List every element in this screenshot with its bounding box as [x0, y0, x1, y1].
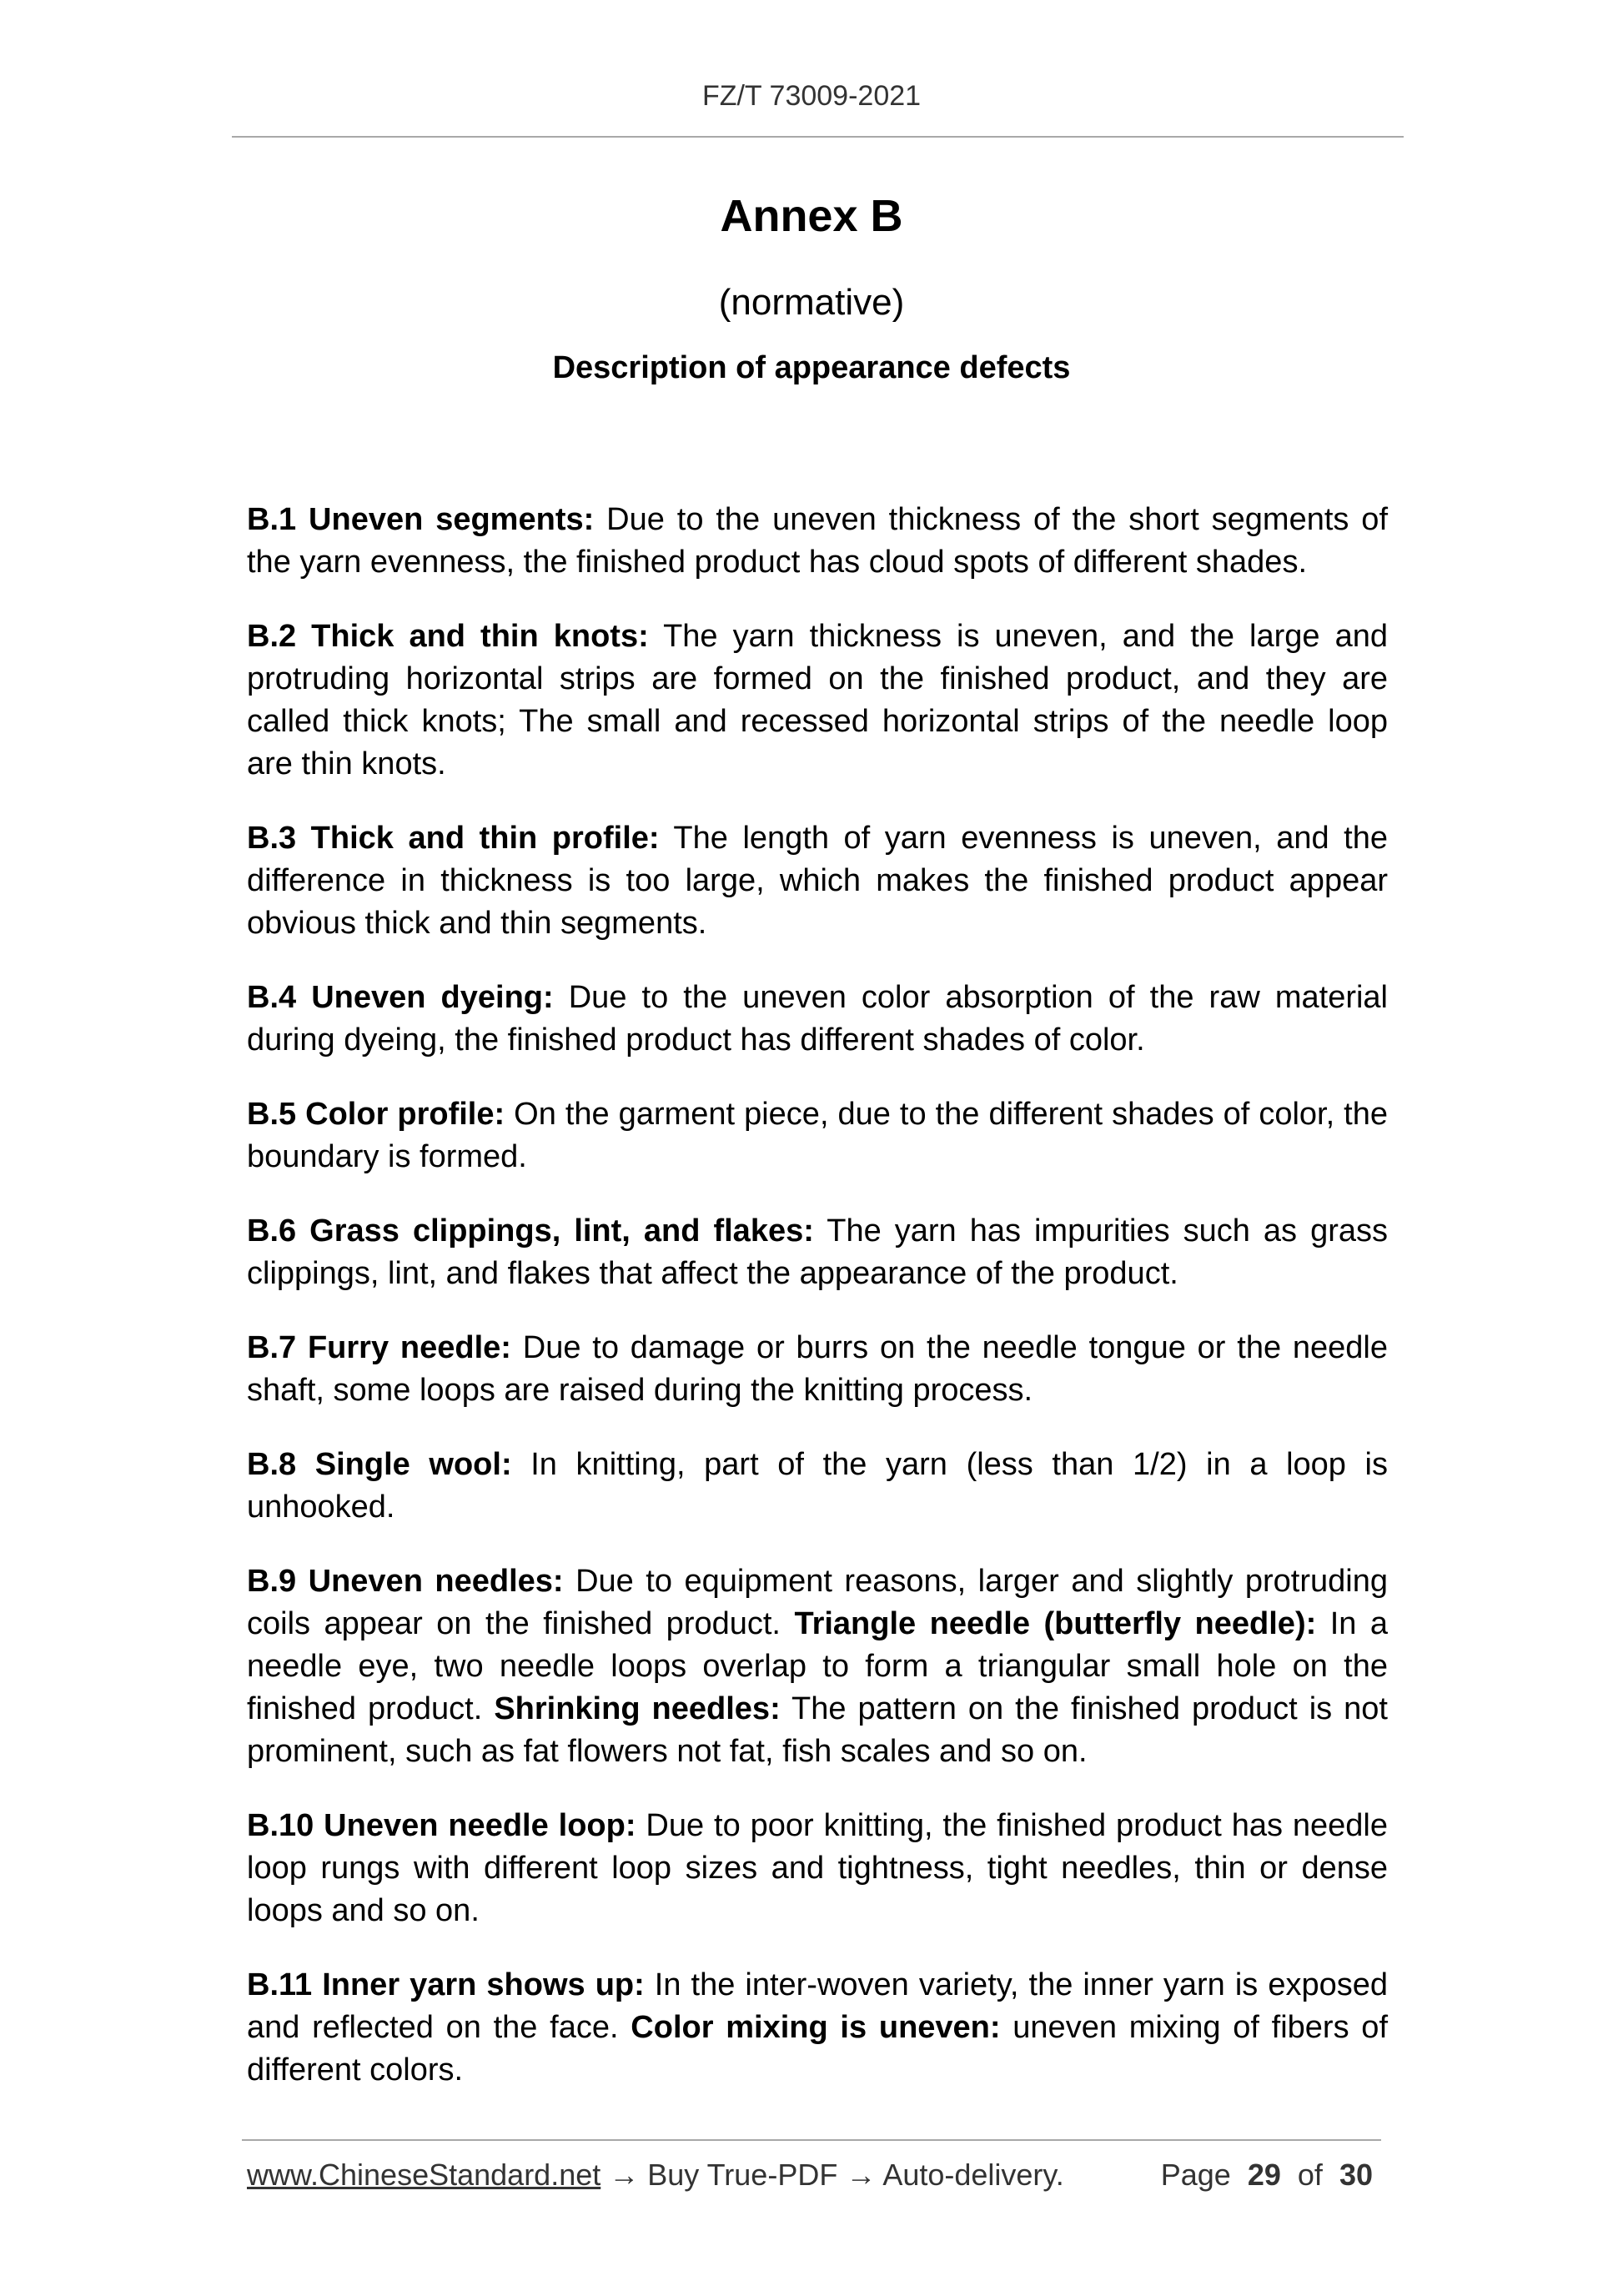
defect-paragraph [247, 1444, 1388, 1529]
annex-subtitle: Description of appearance defects [552, 350, 1071, 385]
defect-term: B.8 Single wool: [247, 1447, 512, 1482]
defect-term: B.10 Uneven needle loop: [247, 1808, 636, 1843]
defect-paragraph [247, 1964, 1388, 2092]
defect-term: B.6 Grass clippings, lint, and flakes: [247, 1213, 814, 1248]
page-label: Page [1160, 2158, 1231, 2192]
footer-divider [242, 2139, 1381, 2141]
defect-term: Shrinking needles: [494, 1691, 781, 1726]
page-total: 30 [1339, 2158, 1373, 2192]
defect-description: Due to poor knitting, the finished product has needle loop rungs with different loop sizes and tightness, tight needles, thin or dense loops and so on. [247, 1808, 1388, 1928]
header-divider [232, 136, 1404, 138]
defect-description: Due to the uneven color absorption of the raw material during dyeing, the finished product has different shades of color. [247, 980, 1388, 1058]
defect-term: B.2 Thick and thin knots: [247, 619, 649, 654]
document-code: FZ/T 73009-2021 [701, 80, 922, 112]
annex-type: (normative) [718, 282, 905, 323]
page-number [1161, 2158, 1373, 2193]
defect-description: Due to damage or burrs on the needle tongue or the needle shaft, some loops are raised during the knitting process. [247, 1330, 1389, 1408]
defect-description: The pattern on the finished product is not prominent, such as fat flowers not fat, fish scales and so on. [247, 1691, 1388, 1769]
defect-description: The yarn thickness is uneven, and the large and protruding horizontal strips are formed on the finished product, and they are called thick knots; The small and recessed horizontal strips of the needle loop are thin knots. [247, 619, 1388, 781]
defect-term: B.4 Uneven dyeing: [247, 980, 554, 1015]
defect-description: On the garment piece, due to the different shades of color, the boundary is formed. [247, 1097, 1388, 1174]
annex-content [247, 499, 1388, 2123]
footer-promo [247, 2158, 1064, 2193]
defect-description: In a needle eye, two needle loops overlap to form a triangular small hole on the finished product. [247, 1606, 1388, 1726]
defect-term: B.9 Uneven needles: [247, 1564, 564, 1599]
defect-paragraph [247, 977, 1388, 1062]
annex-title: Annex B [720, 191, 903, 241]
page-footer [247, 2158, 1381, 2199]
defect-description: uneven mixing of fibers of different colors. [247, 2010, 1389, 2088]
defect-description: In knitting, part of the yarn (less than 1/2) in a loop is unhooked. [247, 1447, 1388, 1525]
defect-paragraph [247, 499, 1388, 584]
defect-term: B.11 Inner yarn shows up: [247, 1967, 645, 2002]
defect-description: In the inter-woven variety, the inner yarn is exposed and reflected on the face. [247, 1967, 1388, 2045]
defect-paragraph [247, 1093, 1388, 1178]
defect-description: The length of yarn evenness is uneven, and the difference in thickness is too large, which makes the finished product appear obvious thick and thin segments. [247, 821, 1388, 941]
defect-term: B.7 Furry needle: [247, 1330, 511, 1365]
defect-paragraph [247, 817, 1388, 945]
defect-term: B.5 Color profile: [247, 1097, 505, 1132]
defect-description: The yarn has impurities such as grass clippings, lint, and flakes that affect the appearance of the product. [247, 1213, 1389, 1291]
defect-paragraph [247, 615, 1388, 786]
website-link[interactable]: www.ChineseStandard.net [247, 2158, 601, 2192]
defect-description: Due to the uneven thickness of the short segments of the yarn evenness, the finished product has cloud spots of different shades. [247, 502, 1388, 580]
defect-paragraph [247, 1805, 1388, 1932]
defect-term: Triangle needle (butterfly needle): [794, 1606, 1317, 1641]
page-current: 29 [1247, 2158, 1281, 2192]
defect-description: Due to equipment reasons, larger and slightly protruding coils appear on the finished product. [247, 1564, 1388, 1641]
defect-term: B.3 Thick and thin profile: [247, 821, 660, 856]
defect-term: Color mixing is uneven: [631, 2010, 1001, 2045]
defect-paragraph [247, 1210, 1388, 1295]
defect-term: B.1 Uneven segments: [247, 502, 595, 537]
footer-tagline: → Buy True-PDF → Auto-delivery. [600, 2158, 1064, 2192]
of-label: of [1297, 2158, 1323, 2192]
defect-paragraph [247, 1560, 1388, 1773]
defect-paragraph [247, 1327, 1388, 1412]
